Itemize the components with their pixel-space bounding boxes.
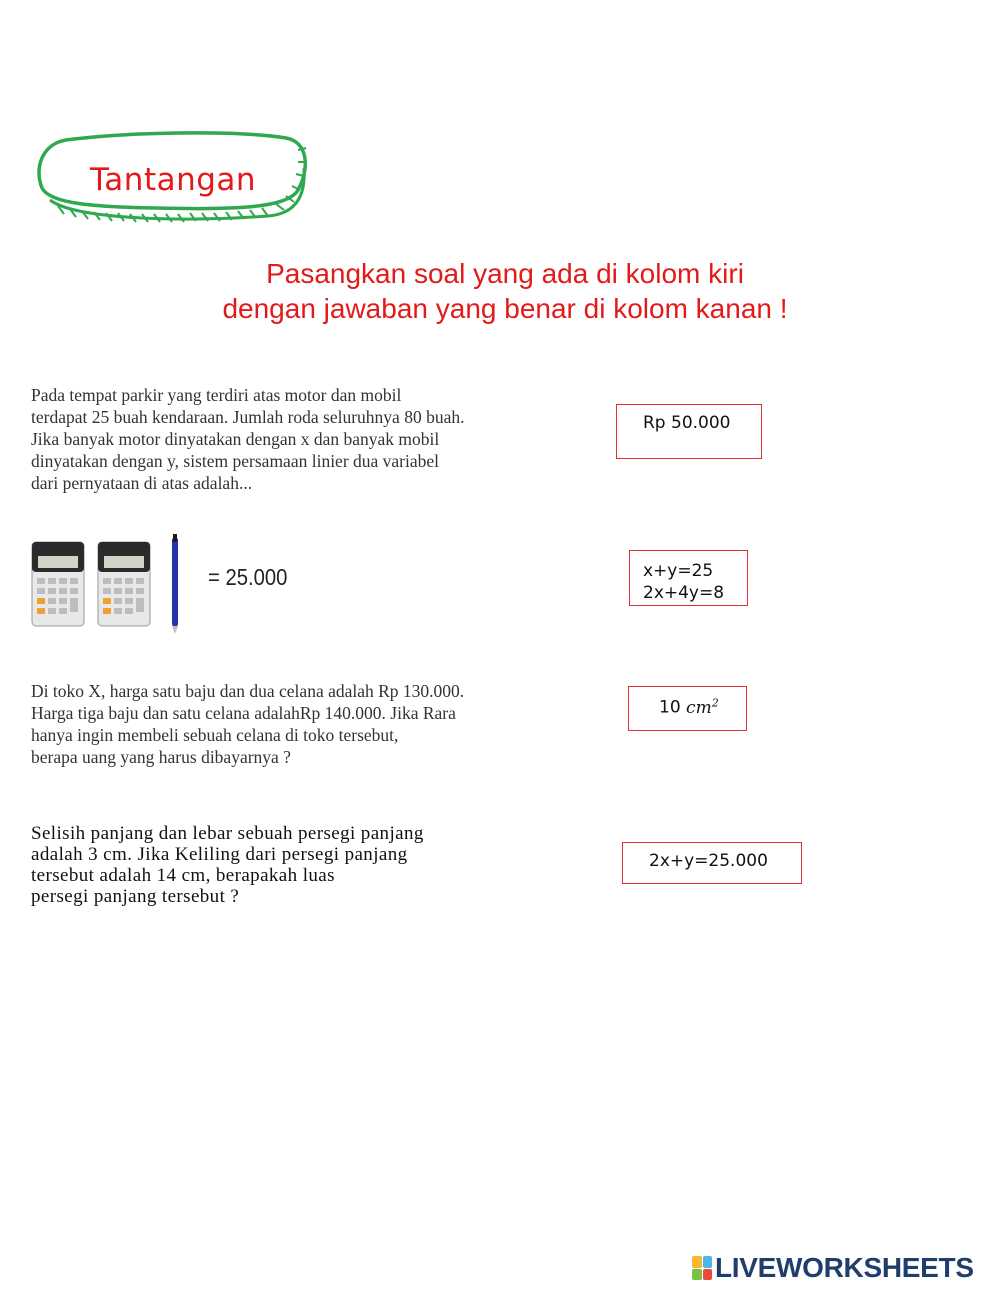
question-3-line: Harga tiga baju dan satu celana adalahRp 140.000. Jika Rara: [31, 703, 456, 723]
badge-title: Tantangan: [90, 162, 257, 198]
instructions: [150, 256, 860, 326]
answer-2-line-2: 2x+4y=8: [643, 583, 725, 603]
answer-2-line-1: x+y=25: [643, 561, 714, 581]
question-3[interactable]: [31, 680, 491, 768]
question-1-line: dari pernyataan di atas adalah...: [31, 473, 253, 493]
question-4-line: Selisih panjang dan lebar sebuah persegi panjang: [31, 823, 424, 844]
question-1-line: dinyatakan dengan y, sistem persamaan linier dua variabel: [31, 451, 440, 471]
question-1[interactable]: [31, 384, 491, 494]
answer-3-exponent: 2: [711, 696, 719, 709]
answer-3-number: 10: [659, 697, 681, 718]
answer-3-unit: [686, 698, 719, 718]
question-1-line: Jika banyak motor dinyatakan dengan x dan banyak mobil: [31, 429, 440, 449]
answer-3-unit-text: cm: [686, 697, 712, 718]
calculators-and-pen: [28, 532, 198, 642]
question-1-line: terdapat 25 buah kendaraan. Jumlah roda seluruhnya 80 buah.: [31, 407, 465, 427]
question-3-line: berapa uang yang harus dibayarnya ?: [31, 747, 291, 767]
question-4-line: tersebut adalah 14 cm, berapakah luas: [31, 865, 335, 886]
title-badge: [36, 128, 312, 238]
question-3-line: Di toko X, harga satu baju dan dua celana adalah Rp 130.000.: [31, 681, 465, 701]
question-4[interactable]: [31, 823, 491, 907]
question-4-line: persegi panjang tersebut ?: [31, 886, 240, 907]
answer-4-text: 2x+y=25.000: [649, 851, 768, 871]
question-2-equation: = 25.000: [208, 564, 288, 590]
question-4-line: adalah 3 cm. Jika Keliling dari persegi panjang: [31, 844, 408, 865]
answer-box-3[interactable]: [628, 686, 747, 731]
question-1-line: Pada tempat parkir yang terdiri atas motor dan mobil: [31, 385, 402, 405]
answer-1-text: Rp 50.000: [643, 413, 731, 433]
pen-icon: [172, 534, 178, 634]
answer-box-4[interactable]: [622, 842, 802, 884]
logo-text: LIVEWORKSHEETS: [715, 1252, 974, 1283]
liveworksheets-logo[interactable]: [692, 1252, 974, 1284]
calculator-icon: [32, 542, 84, 626]
answer-box-1[interactable]: [616, 404, 762, 459]
calculator-icon: [98, 542, 150, 626]
instructions-line-2: dengan jawaban yang benar di kolom kanan !: [222, 293, 788, 324]
logo-mark-icon: [692, 1256, 712, 1280]
answer-box-2[interactable]: [629, 550, 748, 606]
instructions-line-1: Pasangkan soal yang ada di kolom kiri: [266, 258, 744, 289]
question-3-line: hanya ingin membeli sebuah celana di toko tersebut,: [31, 725, 399, 745]
